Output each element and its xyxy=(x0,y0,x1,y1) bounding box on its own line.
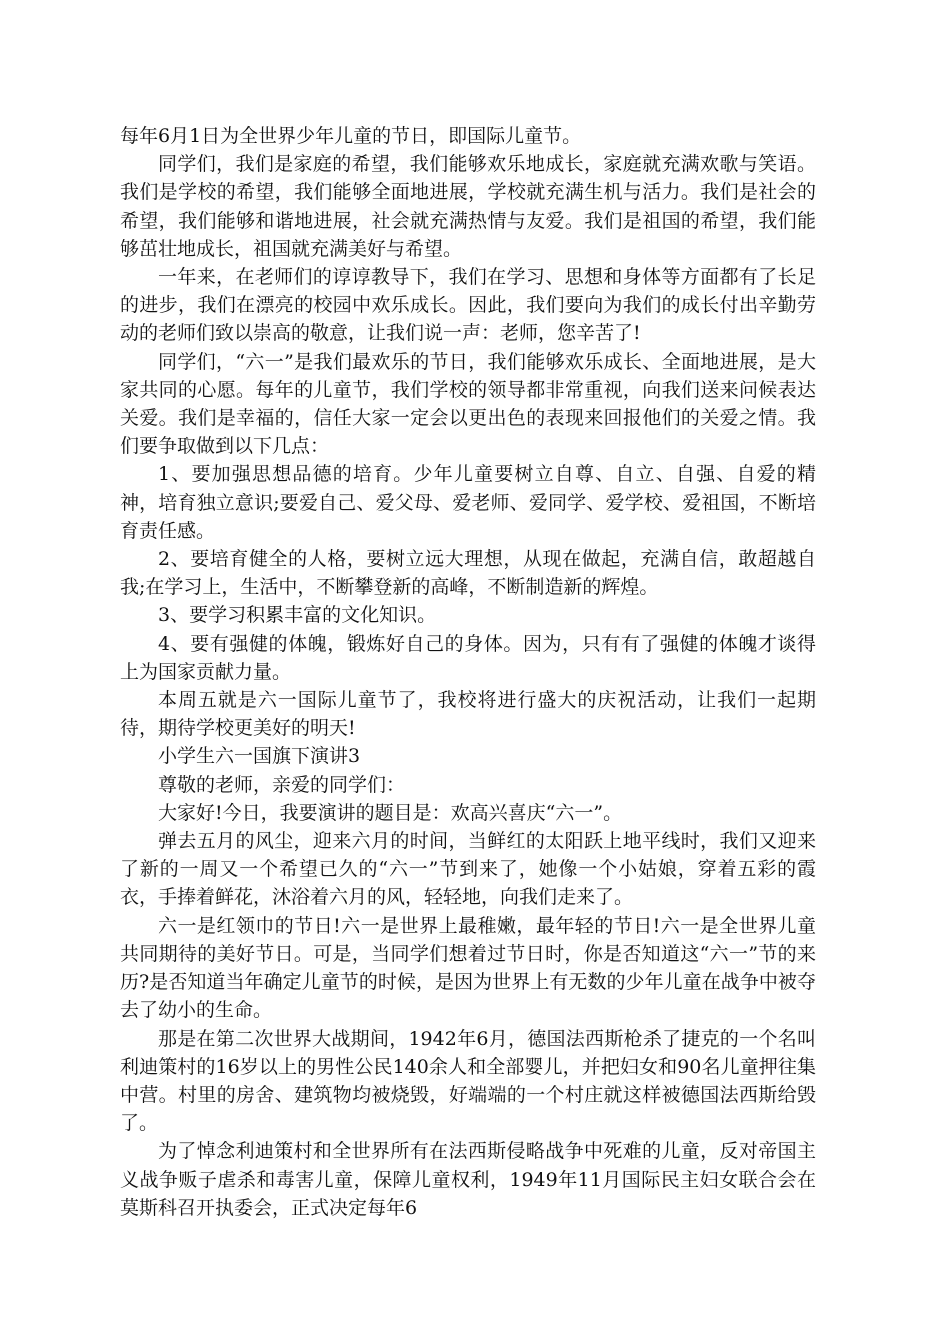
paragraph-topic: 大家好!今日，我要演讲的题目是：欢高兴喜庆“六一”。 xyxy=(158,801,623,824)
paragraph-festival: 同学们，“六一”是我们最欢乐的节日，我们能够欢乐成长、全面地进展，是大家共同的心愿。每年的儿童节，我们学校的领导都非常重视，向我们送来问候表达关爱。我们是幸福的，信任大家一定会以更出色的表现来回报他们的关爱之情。我们要争取做到以下几点： xyxy=(120,350,816,458)
paragraph-point-2: 2、要培育健全的人格，要树立远大理想，从现在做起，充满自信，敢超越自我;在学习上，生活中，不断攀登新的高峰，不断制造新的辉煌。 xyxy=(120,548,816,599)
paragraph-friday: 本周五就是六一国际儿童节了，我校将进行盛大的庆祝活动，让我们一起期待，期待学校更美好的明天! xyxy=(120,689,816,740)
paragraph-memorial: 为了悼念利迪策村和全世界所有在法西斯侵略战争中死难的儿童，反对帝国主义战争贩子虐杀和毒害儿童，保障儿童权利，1949年11月国际民主妇女联合会在莫斯科召开执委会，正式决定每年6 xyxy=(120,1140,816,1219)
paragraph-june: 弹去五月的风尘，迎来六月的时间，当鲜红的太阳跃上地平线时，我们又迎来了新的一周又一个希望已久的“六一”节到来了，她像一个小姑娘，穿着五彩的霞衣，手捧着鲜花，沐浴着六月的风，轻轻地，向我们走来了。 xyxy=(120,830,816,909)
paragraph-hope: 同学们，我们是家庭的希望，我们能够欢乐地成长，家庭就充满欢歌与笑语。我们是学校的希望，我们能够全面地进展，学校就充满生机与活力。我们是社会的希望，我们能够和谐地进展，社会就充满热情与友爱。我们是祖国的希望，我们能够茁壮地成长，祖国就充满美好与希望。 xyxy=(120,153,816,260)
paragraph-red-scarf: 六一是红领巾的节日!六一是世界上最稚嫩，最年轻的节日!六一是全世界儿童共同期待的美好节日。可是，当同学们想着过节日时，你是否知道这“六一”节的来历?是否知道当年确定儿童节的时候，是因为世界上有无数的少年儿童在战争中被夺去了幼小的生命。 xyxy=(120,914,816,1022)
paragraph-point-3: 3、要学习积累丰富的文化知识。 xyxy=(158,604,437,627)
paragraph-history: 那是在第二次世界大战期间，1942年6月，德国法西斯枪杀了捷克的一个名叫利迪策村的16岁以上的男性公民140余人和全部婴儿，并把妇女和90名儿童押往集中营。村里的房舍、建筑物均被烧毁，好端端的一个村庄就这样被德国法西斯给毁了。 xyxy=(120,1027,816,1135)
paragraph-intro: 每年6月1日为全世界少年儿童的节日，即国际儿童节。 xyxy=(120,125,582,147)
paragraph-point-4: 4、要有强健的体魄，锻炼好自己的身体。因为，只有有了强健的体魄才谈得上为国家贡献力量。 xyxy=(120,632,816,683)
paragraph-point-1: 1、要加强思想品德的培育。少年儿童要树立自尊、自立、自强、自爱的精神，培育独立意识;要爱自己、爱父母、爱老师、爱同学、爱学校、爱祖国，不断培育责任感。 xyxy=(120,463,816,542)
section-heading: 小学生六一国旗下演讲3 xyxy=(158,745,361,768)
document-body xyxy=(120,122,816,1222)
paragraph-teachers: 一年来，在老师们的谆谆教导下，我们在学习、思想和身体等方面都有了长足的进步，我们在漂亮的校园中欢乐成长。因此，我们要向为我们的成长付出辛勤劳动的老师们致以崇高的敬意，让我们说一声：老师，您辛苦了! xyxy=(120,266,816,345)
salutation: 尊敬的老师，亲爱的同学们： xyxy=(158,773,406,796)
